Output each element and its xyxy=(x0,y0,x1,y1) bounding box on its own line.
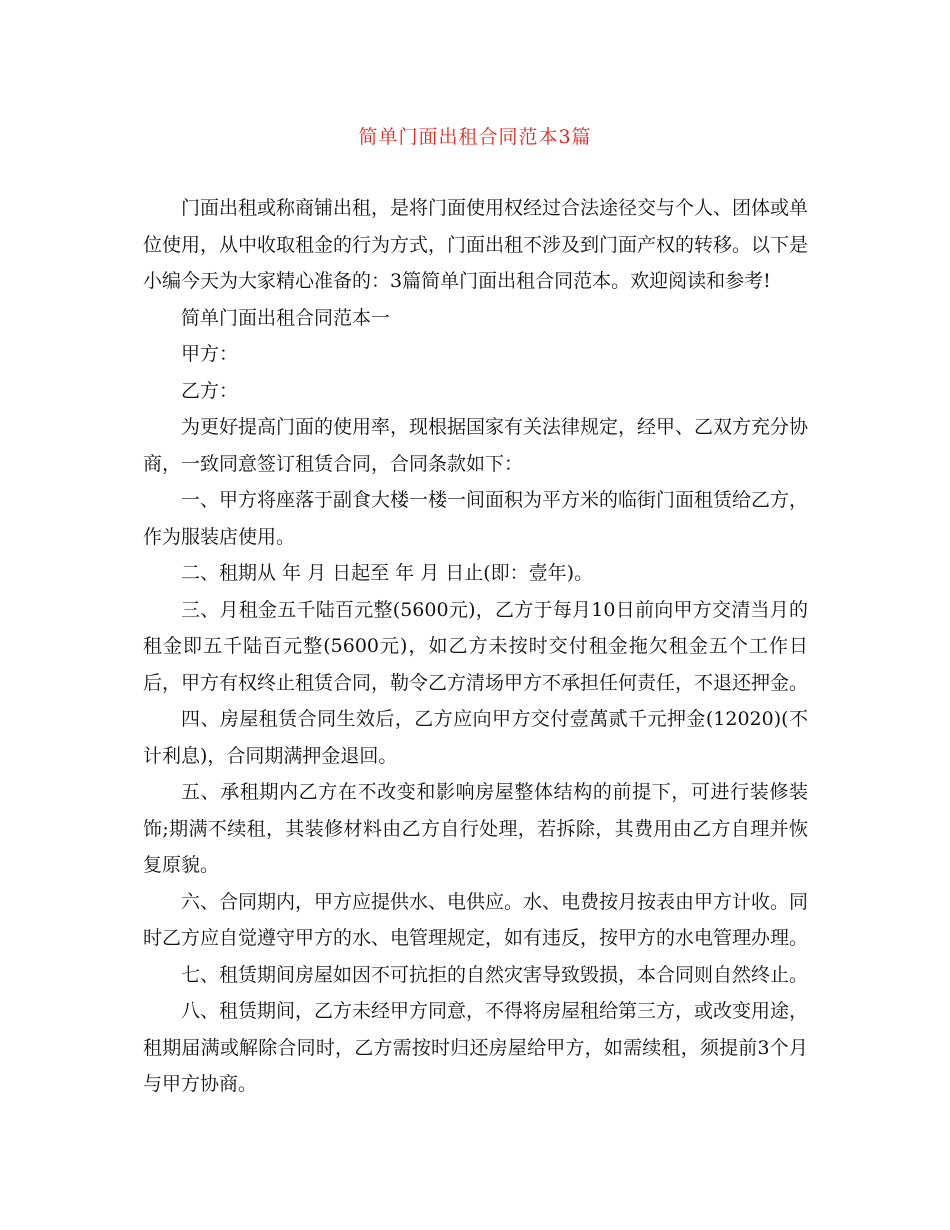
paragraph-clause-1: 一、甲方将座落于副食大楼一楼一间面积为平方米的临街门面租赁给乙方，作为服装店使用。 xyxy=(143,489,809,548)
paragraph-party-b: 乙方： xyxy=(181,379,239,402)
paragraph-contract-heading: 简单门面出租合同范本一 xyxy=(181,306,391,329)
paragraph-preamble: 为更好提高门面的使用率，现根据国家有关法律规定，经甲、乙双方充分协商，一致同意签订租赁合同，合同条款如下： xyxy=(143,416,809,475)
paragraph-clause-3: 三、月租金五千陆百元整(5600元)，乙方于每月10日前向甲方交清当月的租金即五千陆百元整(5600元)，如乙方未按时交付租金拖欠租金五个工作日后，甲方有权终止租赁合同，勒令乙方清场甲方不承担任何责任，不退还押金。 xyxy=(143,598,809,694)
paragraph-clause-6: 六、合同期内，甲方应提供水、电供应。水、电费按月按表由甲方计收。同时乙方应自觉遵守甲方的水、电管理规定，如有违反，按甲方的水电管理办理。 xyxy=(143,890,809,949)
paragraph-clause-5: 五、承租期内乙方在不改变和影响房屋整体结构的前提下，可进行装修装饰;期满不续租，其装修材料由乙方自行处理，若拆除，其费用由乙方自理并恢复原貌。 xyxy=(143,781,808,876)
document-title: 简单门面出租合同范本3篇 xyxy=(358,126,592,148)
paragraph-clause-8: 八、租赁期间，乙方未经甲方同意，不得将房屋租给第三方，或改变用途，租期届满或解除合同时，乙方需按时归还房屋给甲方，如需续租，须提前3个月与甲方协商。 xyxy=(143,1000,809,1095)
paragraph-clause-2: 二、租期从 年 月 日起至 年 月 日止(即：壹年)。 xyxy=(181,562,594,584)
paragraph-intro: 门面出租或称商铺出租，是将门面使用权经过合法途径交与个人、团体或单位使用，从中收取租金的行为方式，门面出租不涉及到门面产权的转移。以下是小编今天为大家精心准备的：3篇简单门面出租合同范本。欢迎阅读和参考! xyxy=(143,197,809,292)
paragraph-clause-4: 四、房屋租赁合同生效后，乙方应向甲方交付壹萬贰千元押金(12020)(不计利息)，合同期满押金退回。 xyxy=(143,708,808,767)
paragraph-party-a: 甲方： xyxy=(181,343,239,365)
paragraph-clause-7: 七、租赁期间房屋如因不可抗拒的自然灾害导致毁损，本合同则自然终止。 xyxy=(181,963,809,986)
document-body xyxy=(143,190,808,1103)
